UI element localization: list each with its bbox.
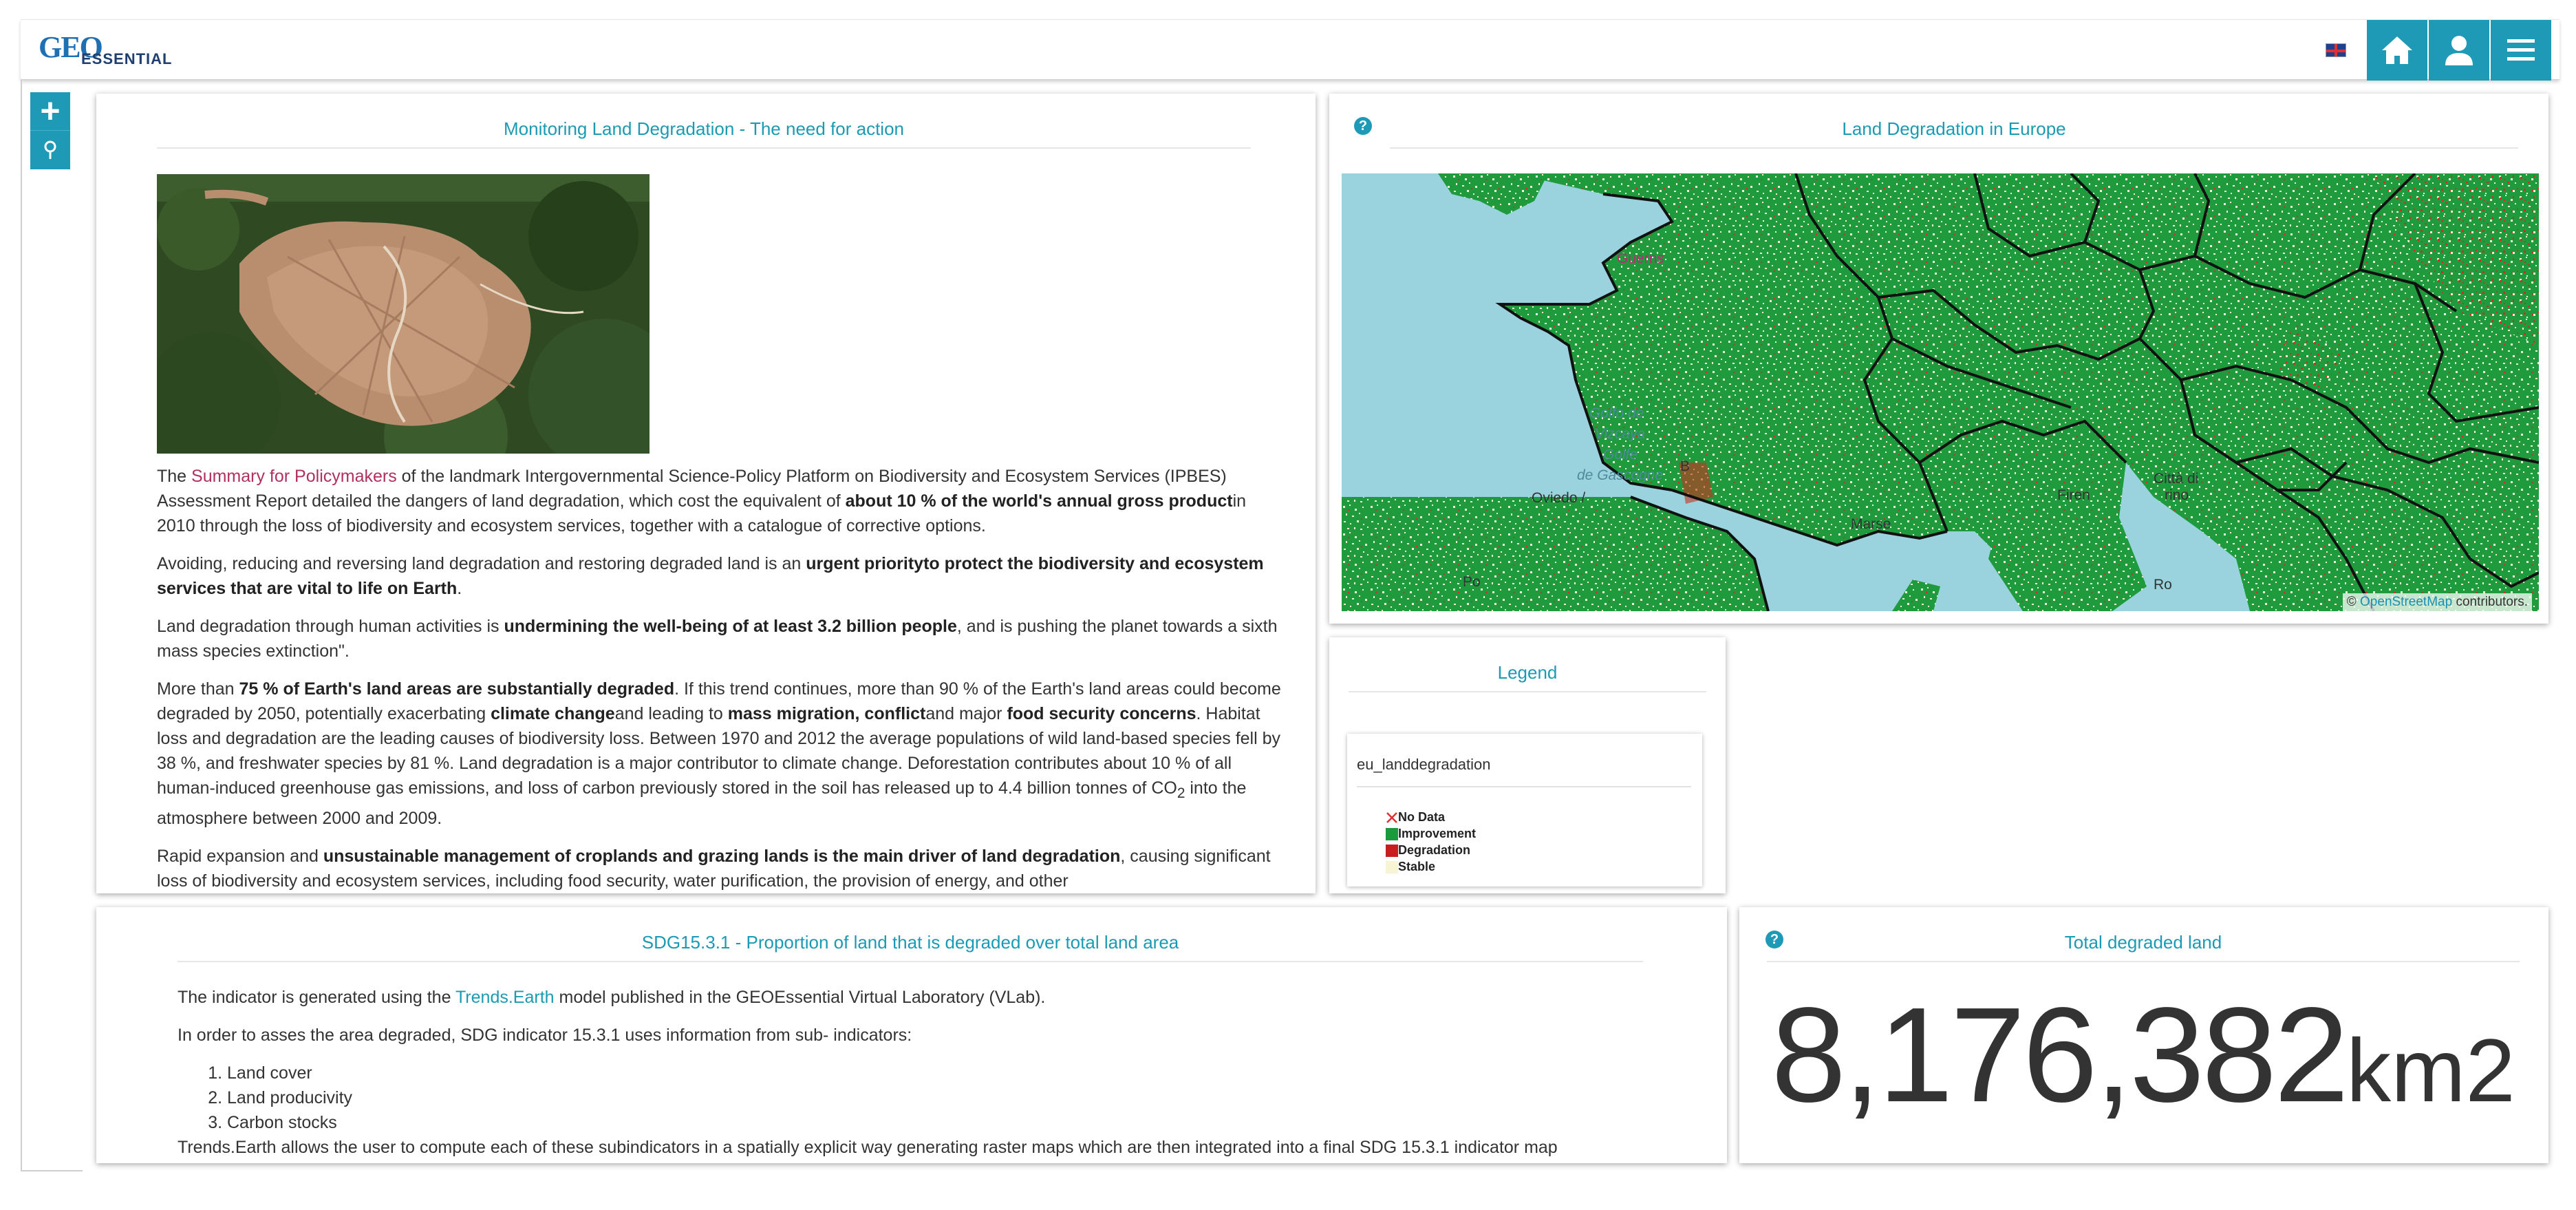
home-button[interactable]	[2367, 20, 2427, 81]
list-item: 3. Carbon stocks	[227, 1110, 1705, 1135]
article-paragraph-3	[157, 614, 1285, 664]
list-item: 1. Land cover	[227, 1061, 1705, 1085]
logo-geo-text: GEO	[39, 30, 102, 64]
article-paragraph-1	[157, 464, 1285, 538]
logo-essential-text: ESSENTIAL	[81, 50, 173, 67]
text: .	[457, 579, 462, 598]
article-panel	[96, 94, 1316, 893]
legend-item-stable	[1398, 859, 1435, 874]
left-rail-bottom	[21, 1170, 83, 1171]
map-label-vizcaya: Vizcaya	[1595, 426, 1646, 442]
map-label-rino: rino	[2165, 487, 2189, 503]
text-bold: urgent priorityto protect the biodiversity and ecosystem services that are vital to life on Earth	[157, 554, 1264, 598]
map-label-citta: Città di	[2154, 471, 2199, 487]
land-corsica	[1892, 580, 1940, 611]
map-label-oviedo: Oviedo /	[1532, 490, 1586, 506]
value-number: 8,176,382	[1771, 979, 2347, 1130]
text-bold: 75 % of Earth's land areas are substantially degraded	[239, 679, 675, 699]
sub-indicator-list	[227, 1061, 1705, 1135]
map-label-marseille: Marse	[1851, 516, 1891, 532]
text: Land degradation through human activities is	[157, 617, 504, 636]
map-label-porto: Po	[1463, 574, 1481, 590]
text: model published in the GEOEssential Virtual Laboratory (VLab).	[554, 988, 1046, 1007]
clearcut-forest-photo	[157, 174, 650, 454]
legend-item-improvement	[1398, 826, 1476, 841]
text: , causing significant loss of biodiversity and ecosystem services, including food security, water purification, the provision of energy, and other	[157, 847, 1271, 891]
map-panel	[1329, 94, 2548, 624]
subscript: 2	[1177, 785, 1185, 801]
text: in 2010 through the loss of biodiversity and ecosystem services, together with a catalogue of corrective options.	[157, 491, 1247, 535]
europe-land-degradation-map[interactable]	[1342, 173, 2539, 611]
home-icon	[2379, 32, 2415, 68]
value-unit: km2	[2346, 1020, 2515, 1121]
text-bold: unsustainable management of croplands and grazing lands is the main driver of land degradation	[323, 847, 1121, 866]
summary-for-policymakers-link[interactable]: Summary for Policymakers	[191, 467, 397, 486]
article-panel-title: Monitoring Land Degradation - The need for action	[503, 118, 904, 139]
help-icon[interactable]: ?	[1354, 117, 1372, 135]
article-paragraph-2	[157, 551, 1285, 601]
legend-label: Improvement	[1398, 827, 1477, 840]
text-bold: undermining the well-being of at least 3.2 billion people	[504, 617, 957, 636]
text-bold: food security concerns	[1007, 704, 1196, 723]
legend-panel-title: Legend	[1497, 662, 1558, 683]
openstreetmap-link[interactable]: OpenStreetMap	[2360, 595, 2453, 609]
sdg-panel	[96, 907, 1727, 1163]
map-label-roma: Ro	[2154, 577, 2172, 593]
stable-swatch	[1386, 861, 1398, 873]
sdg-body	[178, 985, 1705, 1173]
land-iberia	[1342, 497, 1768, 611]
legend-item-degradation	[1398, 842, 1470, 858]
text-bold: mass migration, conflict	[727, 704, 926, 723]
text: The	[157, 467, 192, 486]
legend-card	[1347, 734, 1702, 887]
geoessential-logo[interactable]	[39, 30, 173, 74]
map-label-golfe: Golfe	[1603, 447, 1638, 463]
text-bold: climate change	[491, 704, 615, 723]
land-britain	[1438, 173, 1548, 215]
text: Avoiding, reducing and reversing land degradation and restoring degraded land is an	[157, 554, 806, 573]
list-item: 2. Land producivity	[227, 1085, 1705, 1110]
text: More than	[157, 679, 239, 699]
help-icon[interactable]: ?	[1765, 931, 1783, 948]
map-label-b: B	[1680, 458, 1690, 474]
map-label-golfo: Golfo de	[1589, 405, 1644, 421]
total-degraded-panel	[1739, 907, 2548, 1163]
total-panel-title: Total degraded land	[2064, 932, 2222, 953]
text: . Habitat loss and degradation are the leading causes of biodiversity loss. Between 1970 and 2012 the average populations of wild land-based species fell by 38 %, and freshwater species by 81 %. Land degradation is a major contributor to climate change. Deforestation contributes about 10 % of all human-induced greenhouse gas emissions, and loss of carbon previously stored in the soil has released up to 4.4 billion tonnes of CO	[157, 704, 1281, 798]
title-divider	[1349, 691, 1706, 692]
legend-panel	[1329, 637, 1726, 893]
sdg-paragraph-3: Trends.Earth allows the user to compute each of these subindicators in a spatially explicit way generating raster maps which are then integrated into a final SDG 15.3.1 indicator map	[178, 1138, 1558, 1157]
legend-label: No Data	[1398, 810, 1446, 824]
user-icon	[2441, 32, 2477, 68]
map-controls	[30, 92, 70, 169]
locate-button[interactable]	[30, 131, 70, 169]
en-gb-flag-icon	[2326, 43, 2346, 57]
legend-item-no-data	[1398, 809, 1445, 825]
top-navbar	[21, 19, 2559, 80]
text: of the landmark Intergovernmental Science-Policy Platform on Biodiversity and Ecosystem Services (IPBES) Assessment Report detailed the dangers of land degradation, which cost the equivalent of	[157, 467, 1227, 511]
title-divider	[1767, 961, 2520, 962]
improvement-swatch	[1386, 828, 1398, 840]
title-divider	[178, 961, 1643, 962]
title-divider	[1390, 147, 2518, 149]
article-body	[157, 464, 1285, 906]
text: and major	[925, 704, 1007, 723]
zoom-in-button[interactable]: +	[30, 92, 70, 131]
menu-button[interactable]	[2491, 20, 2551, 81]
map-label-gascogne: de Gascogne	[1577, 467, 1663, 483]
map-label-guernsey: Guerns	[1617, 251, 1664, 266]
sdg-paragraph-1	[178, 985, 1705, 1010]
text: and leading to	[614, 704, 728, 723]
attribution-prefix: ©	[2346, 595, 2361, 609]
sdg-panel-title: SDG15.3.1 - Proportion of land that is degraded over total land area	[641, 932, 1179, 953]
text: The indicator is generated using the	[178, 988, 455, 1007]
text-bold: about 10 % of the world's annual gross product	[845, 491, 1233, 511]
article-paragraph-5	[157, 844, 1285, 893]
sdg-paragraph-2: In order to asses the area degraded, SDG indicator 15.3.1 uses information from sub- indicators:	[178, 1026, 912, 1045]
attribution-suffix: contributors.	[2452, 595, 2528, 609]
text: . If this trend continues, more than 90 % of the Earth's land areas could become degraded by 2050, potentially exacerbating	[157, 679, 1281, 723]
trends-earth-link[interactable]: Trends.Earth	[455, 988, 555, 1007]
legend-layer-name: eu_landdegradation	[1357, 756, 1491, 773]
degradation-swatch	[1386, 845, 1398, 857]
map-label-firenze: Firen	[2057, 487, 2090, 503]
left-rail-border	[21, 80, 22, 1171]
menu-icon	[2503, 32, 2539, 68]
map-panel-title: Land Degradation in Europe	[1842, 118, 2066, 139]
legend-divider	[1357, 786, 1691, 787]
legend-label: Degradation	[1398, 843, 1471, 857]
title-divider	[157, 147, 1251, 149]
user-button[interactable]	[2429, 20, 2489, 81]
legend-label: Stable	[1398, 860, 1436, 873]
text: , and is pushing the planet towards a sixth mass species extinction".	[157, 617, 1278, 661]
map-canvas[interactable]	[1342, 173, 2539, 611]
text: Rapid expansion and	[157, 847, 323, 866]
no-data-x-icon	[1386, 811, 1398, 824]
article-paragraph-4	[157, 677, 1285, 831]
total-degraded-value	[1739, 976, 2547, 1149]
text: into the atmosphere between 2000 and 2009.	[157, 778, 1247, 828]
pin-icon	[41, 140, 59, 160]
map-attribution	[2343, 593, 2532, 611]
